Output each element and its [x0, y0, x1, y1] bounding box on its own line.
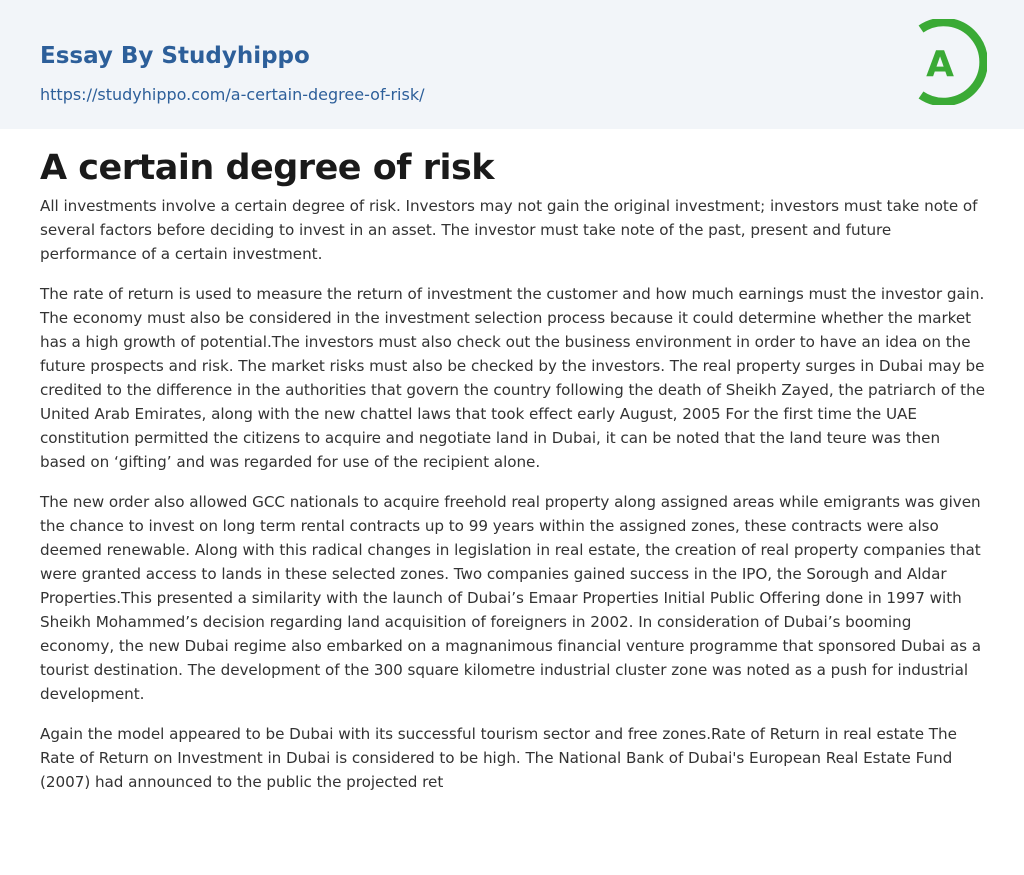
page-title: A certain degree of risk: [40, 148, 495, 188]
site-brand[interactable]: Essay By Studyhippo: [40, 43, 310, 69]
essay-paragraph: The rate of return is used to measure the return of investment the customer and how much earnings must the investor gain. The economy must also be considered in the investment selection process because it could determine whether the market has a high growth of potential.The investors must also check out the business environment in order to have an idea on the future prospects and risk. The market risks must also be checked by the investors. The real property surges in Dubai may be credited to the difference in the authorities that govern the country following the death of Sheikh Zayed, the patriarch of the United Arab Emirates, along with the new chattel laws that took effect early August, 2005 For the first time the UAE constitution permitted the citizens to acquire and negotiate land in Dubai, it can be noted that the land teure was then based on ‘gifting’ and was regarded for use of the recipient alone.: [40, 285, 985, 471]
essay-paragraph: The new order also allowed GCC nationals to acquire freehold real property along assigned areas while emigrants was given the chance to invest on long term rental contracts up to 99 years within the assigned zones, these contracts were also deemed renewable. Along with this radical changes in legislation in real estate, the creation of real property companies that were granted access to lands in these selected zones. Two companies gained success in the IPO, the Sorough and Aldar Properties.This presented a similarity with the launch of Dubai’s Emaar Properties Initial Public Offering done in 1997 with Sheikh Mohammed’s decision regarding land acquisition of foreigners in 2002. In consideration of Dubai’s booming economy, the new Dubai regime also embarked on a magnanimous financial venture programme that sponsored Dubai as a tourist destination. The development of the 300 square kilometre industrial cluster zone was noted as a push for industrial development.: [40, 493, 982, 703]
essay-url-link[interactable]: https://studyhippo.com/a-certain-degree-of-risk/: [40, 85, 425, 104]
logo-letter: A: [926, 44, 954, 85]
essay-paragraph: Again the model appeared to be Dubai with its successful tourism sector and free zones.Rate of Return in real estate The Rate of Return on Investment in Dubai is considered to be high. The National Bank of Dubai's European Real Estate Fund (2007) had announced to the public the projected ret: [40, 725, 957, 791]
essay-body: [40, 194, 986, 810]
letter-a-circle-logo-icon[interactable]: [913, 19, 987, 105]
site-header: [0, 0, 1024, 129]
essay-paragraph: All investments involve a certain degree of risk. Investors may not gain the original investment; investors must take note of several factors before deciding to invest in an asset. The investor must take note of the past, present and future performance of a certain investment.: [40, 197, 978, 263]
